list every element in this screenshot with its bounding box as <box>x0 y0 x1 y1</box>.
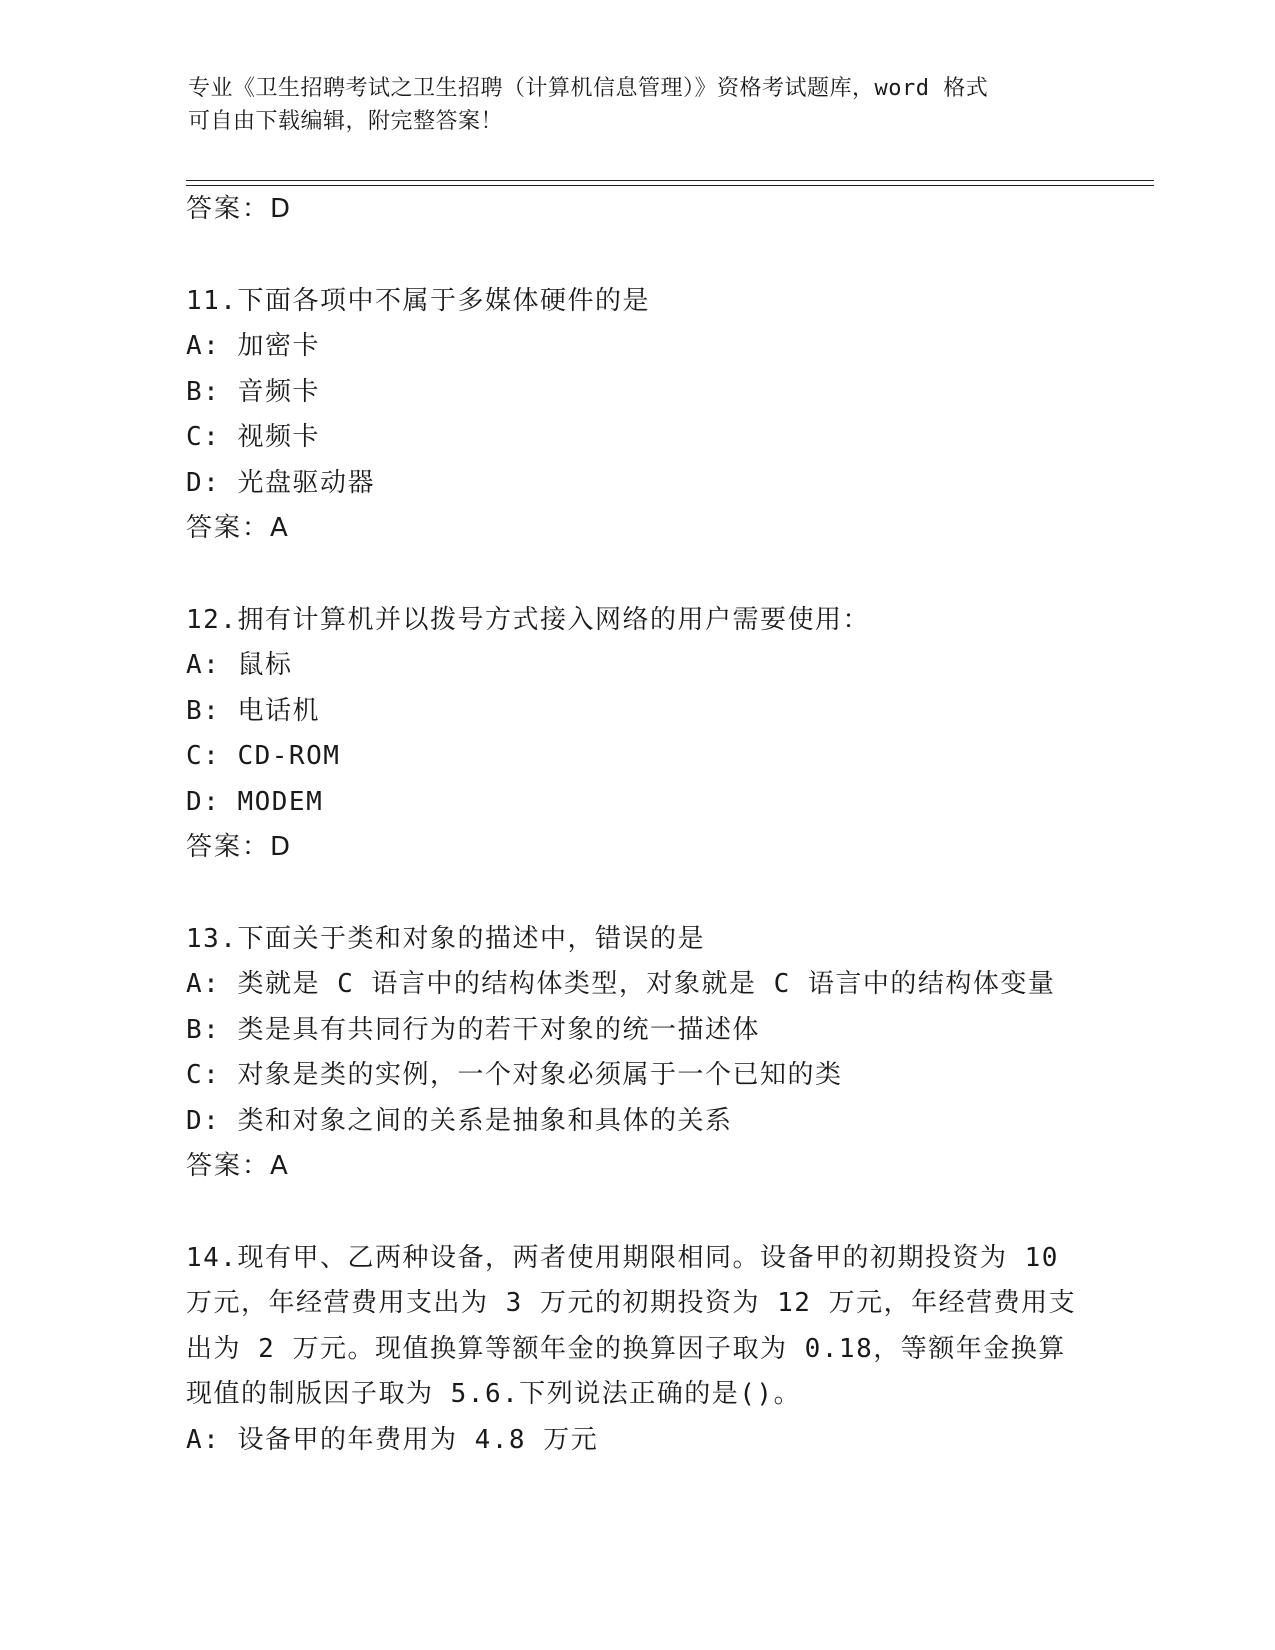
spacer <box>186 871 1086 917</box>
document-header <box>188 72 1088 138</box>
option-line: C: 对象是类的实例，一个对象必须属于一个已知的类 <box>186 1060 843 1090</box>
option-line: B: 类是具有共同行为的若干对象的统一描述体 <box>186 1014 760 1045</box>
answer-line: 答案：D <box>186 832 293 862</box>
option-line: D: MODEM <box>186 786 324 817</box>
question-stem-line: 14.现有甲、乙两种设备，两者使用期限相同。设备甲的初期投资为 10 <box>186 1242 1059 1273</box>
question-stem: 13.下面关于类和对象的描述中，错误的是 <box>186 923 705 954</box>
answer-line: 答案：A <box>186 1151 290 1181</box>
option-line: C: 视频卡 <box>186 422 320 452</box>
option-line: C: CD-ROM <box>186 741 341 771</box>
question-stem-line: 万元，年经营费用支出为 3 万元的初期投资为 12 万元，年经营费用支 <box>186 1288 1077 1318</box>
spacer <box>186 552 1086 598</box>
header-rule-bottom <box>186 185 1154 186</box>
question-stem-line: 出为 2 万元。现值换算等额年金的换算因子取为 0.18，等额年金换算 <box>186 1333 1066 1364</box>
question-stem: 12.拥有计算机并以拨号方式接入网络的用户需要使用： <box>186 604 870 635</box>
question-list <box>186 187 1086 1463</box>
question-stem-line: 现值的制版因子取为 5.6.下列说法正确的是()。 <box>186 1379 802 1409</box>
header-rule-top <box>186 180 1154 181</box>
question-stem: 11.下面各项中不属于多媒体硬件的是 <box>186 285 650 316</box>
spacer <box>186 233 1086 279</box>
option-line: D: 类和对象之间的关系是抽象和具体的关系 <box>186 1105 733 1136</box>
option-line: B: 电话机 <box>186 695 320 726</box>
spacer <box>186 1190 1086 1236</box>
option-line: D: 光盘驱动器 <box>186 467 375 498</box>
header-line-2: 可自由下载编辑，附完整答案！ <box>188 109 504 134</box>
option-line: A: 鼠标 <box>186 650 293 680</box>
option-line: A: 设备甲的年费用为 4.8 万元 <box>186 1424 599 1455</box>
option-line: B: 音频卡 <box>186 376 320 407</box>
answer-line: 答案：D <box>186 194 293 224</box>
option-line: A: 类就是 C 语言中的结构体类型，对象就是 C 语言中的结构体变量 <box>186 969 1056 999</box>
header-line-1: 专业《卫生招聘考试之卫生招聘（计算机信息管理）》资格考试题库，word 格式 <box>188 76 989 101</box>
option-line: A: 加密卡 <box>186 331 320 361</box>
answer-line: 答案：A <box>186 513 290 543</box>
